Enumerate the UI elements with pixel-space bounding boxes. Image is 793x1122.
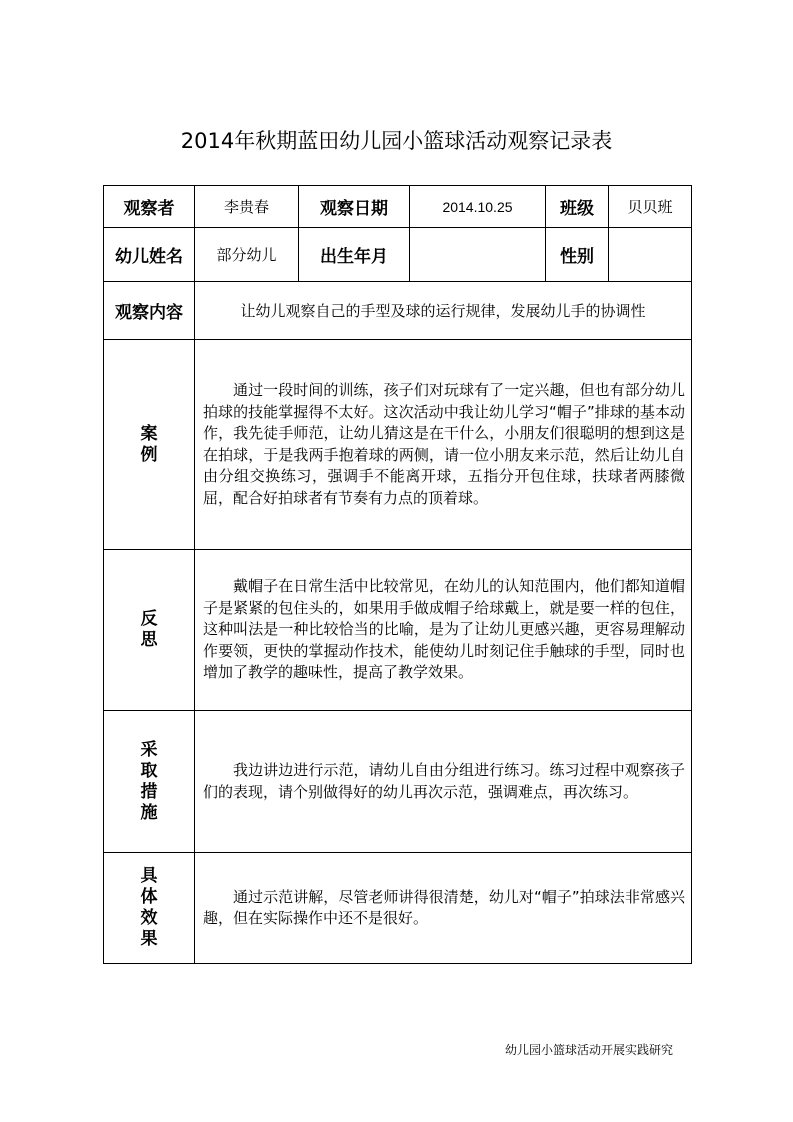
measures-label: 采 取 措 施 (104, 711, 195, 853)
gender-value (609, 228, 692, 282)
observation-content-label: 观察内容 (104, 282, 195, 340)
birth-date-label: 出生年月 (299, 228, 410, 282)
reflection-text: 戴帽子在日常生活中比较常见，在幼儿的认知范围内，他们都知道帽子是紧紧的包住头的，如果用手做成帽子给球戴上，就是要一样的包住，这种叫法是一种比较恰当的比喻，是为了让幼儿更感兴趣，更容易理解动作要领，更快的掌握动作技术，能使幼儿时刻记住手触球的手型，同时也增加了教学的趣味性，提高了教学效果。 (195, 550, 692, 711)
gender-label: 性别 (546, 228, 609, 282)
child-name-value: 部分幼儿 (195, 228, 299, 282)
reflection-label: 反 思 (104, 550, 195, 711)
observation-date-value: 2014.10.25 (410, 186, 546, 228)
case-label: 案 例 (104, 340, 195, 550)
page-title: 2014年秋期蓝田幼儿园小篮球活动观察记录表 (180, 129, 613, 153)
observer-value: 李贵春 (195, 186, 299, 228)
table-row-reflection (104, 550, 692, 711)
footer-text: 幼儿园小篮球活动开展实践研究 (505, 1043, 674, 1057)
class-value: 贝贝班 (609, 186, 692, 228)
table-row-content (104, 282, 692, 340)
table-row-observer (104, 186, 692, 228)
birth-date-value (410, 228, 546, 282)
observation-content-value: 让幼儿观察自己的手型及球的运行规律，发展幼儿手的协调性 (195, 282, 692, 340)
effect-label: 具 体 效 果 (104, 853, 195, 964)
effect-text: 通过示范讲解，尽管老师讲得很清楚，幼儿对“帽子”拍球法非常感兴趣，但在实际操作中还不是很好。 (195, 853, 692, 964)
case-text: 通过一段时间的训练，孩子们对玩球有了一定兴趣，但也有部分幼儿拍球的技能掌握得不太好。这次活动中我让幼儿学习“帽子”排球的基本动作，我先徒手师范，让幼儿猜这是在干什么，小朋友们很聪明的想到这是在拍球，于是我两手抱着球的两侧，请一位小朋友来示范，然后让幼儿自由分组交换练习，强调手不能离开球，五指分开包住球，扶球者两膝微屈，配合好拍球者有节奏有力点的顶着球。 (195, 340, 692, 550)
table-row-child (104, 228, 692, 282)
class-label: 班级 (546, 186, 609, 228)
child-name-label: 幼儿姓名 (104, 228, 195, 282)
observer-label: 观察者 (104, 186, 195, 228)
table-row-measures (104, 711, 692, 853)
table-row-case (104, 340, 692, 550)
measures-text: 我边讲边进行示范，请幼儿自由分组进行练习。练习过程中观察孩子们的表现，请个别做得好的幼儿再次示范，强调难点，再次练习。 (195, 711, 692, 853)
table-row-effect (104, 853, 692, 964)
observation-date-label: 观察日期 (299, 186, 410, 228)
observation-record-table (103, 185, 692, 964)
